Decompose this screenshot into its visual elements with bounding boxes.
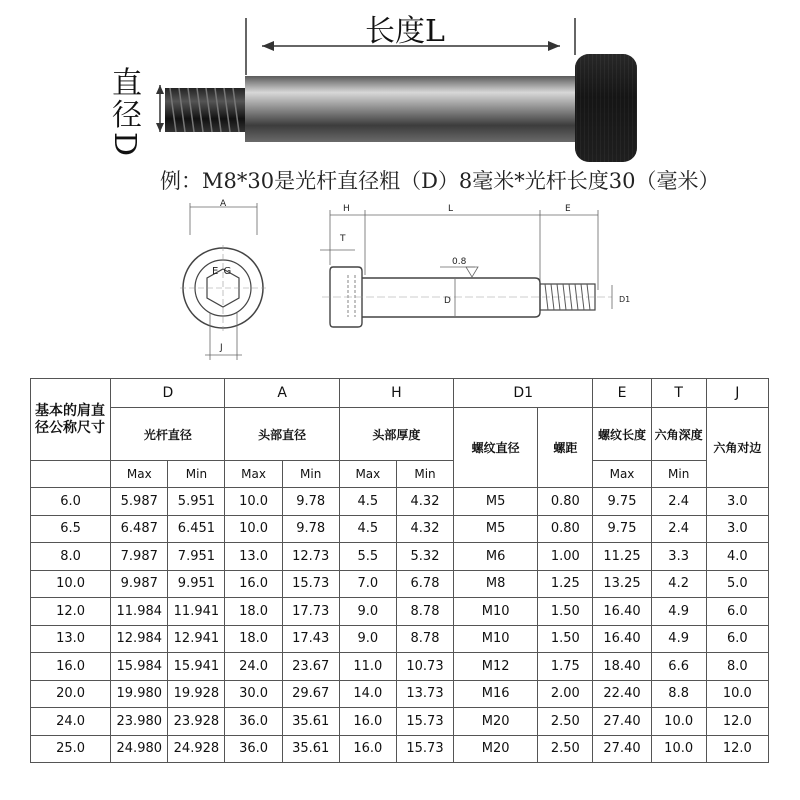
- cell-d-max: 12.984: [111, 625, 168, 653]
- header-base-size: 基本的肩直径公称尺寸: [31, 379, 111, 461]
- cell-base: 16.0: [31, 653, 111, 681]
- subheader-thread-diameter: 螺纹直径: [454, 408, 538, 488]
- table-header-row-1: [31, 379, 769, 408]
- cell-a-max: 24.0: [225, 653, 282, 681]
- cell-a-max: 13.0: [225, 543, 282, 571]
- cell-pitch: 0.80: [538, 488, 593, 516]
- cell-t: 3.3: [651, 543, 706, 571]
- cell-a-max: 36.0: [225, 708, 282, 736]
- cell-t: 10.0: [651, 735, 706, 763]
- drawing-label-d: D: [444, 296, 451, 306]
- example-caption: 例：M8*30是光杆直径粗（D）8毫米*光杆长度30（毫米）: [160, 169, 720, 193]
- table-row: [31, 708, 769, 736]
- cell-e: 27.40: [593, 735, 651, 763]
- cell-a-min: 17.73: [282, 598, 339, 626]
- table-row: [31, 598, 769, 626]
- cell-a-min: 35.61: [282, 708, 339, 736]
- cell-pitch: 1.50: [538, 625, 593, 653]
- header-h: H: [339, 379, 453, 408]
- cell-thread: M12: [454, 653, 538, 681]
- cell-j: 4.0: [706, 543, 768, 571]
- arrow-down-icon: [156, 123, 164, 132]
- cell-d-max: 7.987: [111, 543, 168, 571]
- drawing-shaft: [362, 278, 540, 317]
- cell-d-min: 24.928: [168, 735, 225, 763]
- cell-j: 3.0: [706, 515, 768, 543]
- table-row: [31, 515, 769, 543]
- cell-a-max: 10.0: [225, 488, 282, 516]
- cell-h-max: 7.0: [339, 570, 396, 598]
- cell-h-max: 14.0: [339, 680, 396, 708]
- cell-base: 13.0: [31, 625, 111, 653]
- cell-a-min: 15.73: [282, 570, 339, 598]
- header-e: E: [593, 379, 651, 408]
- cell-e: 13.25: [593, 570, 651, 598]
- cell-thread: M10: [454, 625, 538, 653]
- cell-t: 4.2: [651, 570, 706, 598]
- minmax-h-max: Max: [339, 461, 396, 488]
- cell-base: 10.0: [31, 570, 111, 598]
- table-header-row-2: [31, 408, 769, 461]
- cell-j: 6.0: [706, 598, 768, 626]
- cell-base: 6.0: [31, 488, 111, 516]
- drawing-label-d1: D1: [619, 295, 631, 304]
- drawing-label-h: H: [343, 204, 350, 214]
- cell-h-min: 4.32: [396, 515, 453, 543]
- spec-table: [30, 378, 769, 763]
- cell-a-min: 12.73: [282, 543, 339, 571]
- cell-t: 4.9: [651, 625, 706, 653]
- minmax-a-max: Max: [225, 461, 282, 488]
- cell-thread: M20: [454, 735, 538, 763]
- minmax-a-min: Min: [282, 461, 339, 488]
- cell-d-max: 9.987: [111, 570, 168, 598]
- subheader-a: 头部直径: [225, 408, 339, 461]
- cell-d-min: 12.941: [168, 625, 225, 653]
- cell-h-max: 11.0: [339, 653, 396, 681]
- table-header-row-3: [31, 461, 769, 488]
- cell-t: 10.0: [651, 708, 706, 736]
- length-label: 长度L: [365, 14, 445, 49]
- cell-thread: M10: [454, 598, 538, 626]
- empty-cell: [31, 461, 111, 488]
- cell-d-max: 23.980: [111, 708, 168, 736]
- cell-pitch: 1.25: [538, 570, 593, 598]
- cell-pitch: 1.50: [538, 598, 593, 626]
- cell-a-max: 36.0: [225, 735, 282, 763]
- cell-pitch: 2.00: [538, 680, 593, 708]
- cell-pitch: 0.80: [538, 515, 593, 543]
- cell-t: 2.4: [651, 488, 706, 516]
- cell-e: 9.75: [593, 488, 651, 516]
- cell-d-min: 15.941: [168, 653, 225, 681]
- cell-h-min: 8.78: [396, 625, 453, 653]
- table-row: [31, 625, 769, 653]
- cell-d-min: 7.951: [168, 543, 225, 571]
- arrow-up-icon: [156, 85, 164, 94]
- cell-j: 3.0: [706, 488, 768, 516]
- cell-a-max: 10.0: [225, 515, 282, 543]
- cell-d-min: 5.951: [168, 488, 225, 516]
- end-view: [180, 203, 266, 360]
- cell-h-min: 10.73: [396, 653, 453, 681]
- cell-base: 12.0: [31, 598, 111, 626]
- cell-h-min: 15.73: [396, 708, 453, 736]
- subheader-j: 六角对边: [706, 408, 768, 488]
- header-d: D: [111, 379, 225, 408]
- cell-h-min: 4.32: [396, 488, 453, 516]
- table-row: [31, 543, 769, 571]
- side-view: [320, 210, 612, 327]
- cell-t: 2.4: [651, 515, 706, 543]
- header-t: T: [651, 379, 706, 408]
- cell-e: 11.25: [593, 543, 651, 571]
- cell-pitch: 2.50: [538, 735, 593, 763]
- cell-h-min: 15.73: [396, 735, 453, 763]
- cell-h-min: 13.73: [396, 680, 453, 708]
- roughness-symbol-icon: [466, 267, 478, 277]
- cell-a-min: 23.67: [282, 653, 339, 681]
- diameter-label-letter: D: [107, 132, 142, 157]
- cell-j: 8.0: [706, 653, 768, 681]
- table-row: [31, 488, 769, 516]
- cell-d-min: 23.928: [168, 708, 225, 736]
- cell-d-max: 6.487: [111, 515, 168, 543]
- cell-d-min: 9.951: [168, 570, 225, 598]
- diameter-label-cn: 直径: [112, 66, 142, 133]
- cell-e: 9.75: [593, 515, 651, 543]
- subheader-t: 六角深度: [651, 408, 706, 461]
- bolt-thread: [165, 88, 245, 132]
- cell-j: 5.0: [706, 570, 768, 598]
- spec-table-body: [31, 488, 769, 763]
- cell-d-min: 19.928: [168, 680, 225, 708]
- cell-d-min: 11.941: [168, 598, 225, 626]
- cell-thread: M8: [454, 570, 538, 598]
- minmax-e-max: Max: [593, 461, 651, 488]
- table-row: [31, 735, 769, 763]
- minmax-d-min: Min: [168, 461, 225, 488]
- cell-d-max: 24.980: [111, 735, 168, 763]
- cell-h-max: 5.5: [339, 543, 396, 571]
- cell-a-min: 35.61: [282, 735, 339, 763]
- cell-d-max: 19.980: [111, 680, 168, 708]
- table-row: [31, 570, 769, 598]
- cell-t: 8.8: [651, 680, 706, 708]
- cell-h-min: 6.78: [396, 570, 453, 598]
- cell-a-min: 9.78: [282, 515, 339, 543]
- table-row: [31, 680, 769, 708]
- cell-e: 27.40: [593, 708, 651, 736]
- drawing-label-l: L: [448, 204, 454, 214]
- cell-h-max: 9.0: [339, 598, 396, 626]
- cell-t: 6.6: [651, 653, 706, 681]
- subheader-pitch: 螺距: [538, 408, 593, 488]
- drawing-label-t: T: [340, 234, 346, 244]
- drawing-label-roughness: 0.8: [452, 257, 467, 267]
- minmax-t-min: Min: [651, 461, 706, 488]
- drawing-label-eg: E G: [212, 266, 233, 277]
- drawing-label-j: J: [220, 343, 223, 353]
- cell-base: 20.0: [31, 680, 111, 708]
- cell-a-max: 16.0: [225, 570, 282, 598]
- cell-a-max: 18.0: [225, 598, 282, 626]
- cell-t: 4.9: [651, 598, 706, 626]
- cell-j: 12.0: [706, 735, 768, 763]
- cell-e: 16.40: [593, 598, 651, 626]
- cell-base: 6.5: [31, 515, 111, 543]
- cell-a-max: 30.0: [225, 680, 282, 708]
- cell-pitch: 1.00: [538, 543, 593, 571]
- header-d1: D1: [454, 379, 593, 408]
- cell-d-max: 11.984: [111, 598, 168, 626]
- drawing-label-a: A: [220, 199, 227, 209]
- cell-thread: M5: [454, 515, 538, 543]
- drawing-label-e: E: [565, 204, 571, 214]
- bolt-shaft: [245, 76, 575, 142]
- subheader-e: 螺纹长度: [593, 408, 651, 461]
- arrow-right-icon: [548, 41, 560, 51]
- cell-thread: M5: [454, 488, 538, 516]
- cell-e: 16.40: [593, 625, 651, 653]
- minmax-h-min: Min: [396, 461, 453, 488]
- arrow-left-icon: [262, 41, 274, 51]
- cell-h-max: 16.0: [339, 708, 396, 736]
- minmax-d-max: Max: [111, 461, 168, 488]
- cell-thread: M20: [454, 708, 538, 736]
- cell-pitch: 2.50: [538, 708, 593, 736]
- cell-a-min: 17.43: [282, 625, 339, 653]
- subheader-d: 光杆直径: [111, 408, 225, 461]
- cell-thread: M6: [454, 543, 538, 571]
- cell-base: 24.0: [31, 708, 111, 736]
- cell-a-min: 29.67: [282, 680, 339, 708]
- table-row: [31, 653, 769, 681]
- cell-pitch: 1.75: [538, 653, 593, 681]
- cell-base: 25.0: [31, 735, 111, 763]
- subheader-h: 头部厚度: [339, 408, 453, 461]
- cell-a-min: 9.78: [282, 488, 339, 516]
- header-a: A: [225, 379, 339, 408]
- header-j: J: [706, 379, 768, 408]
- cell-thread: M16: [454, 680, 538, 708]
- cell-h-max: 4.5: [339, 515, 396, 543]
- technical-drawing: [0, 195, 800, 375]
- cell-base: 8.0: [31, 543, 111, 571]
- cell-d-max: 5.987: [111, 488, 168, 516]
- cell-a-max: 18.0: [225, 625, 282, 653]
- cell-h-max: 4.5: [339, 488, 396, 516]
- cell-j: 6.0: [706, 625, 768, 653]
- cell-h-min: 8.78: [396, 598, 453, 626]
- cell-j: 12.0: [706, 708, 768, 736]
- cell-e: 22.40: [593, 680, 651, 708]
- cell-d-min: 6.451: [168, 515, 225, 543]
- cell-e: 18.40: [593, 653, 651, 681]
- cell-h-max: 16.0: [339, 735, 396, 763]
- cell-d-max: 15.984: [111, 653, 168, 681]
- cell-h-min: 5.32: [396, 543, 453, 571]
- cell-j: 10.0: [706, 680, 768, 708]
- cell-h-max: 9.0: [339, 625, 396, 653]
